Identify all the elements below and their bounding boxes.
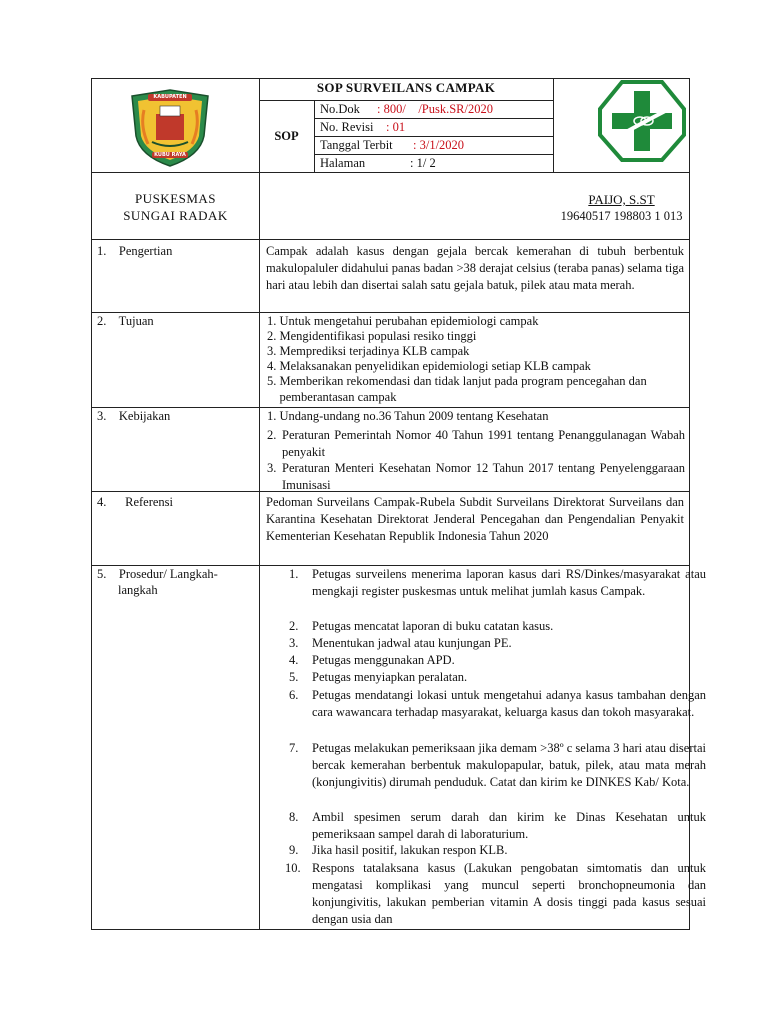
table-border-bottom [91,929,690,930]
section-label-kebijakan: 3. Kebijakan [97,409,171,423]
step-num-8: 8. [289,810,299,824]
section-label-tujuan: 2. Tujuan [97,314,154,328]
step-num-4: 4. [289,653,299,667]
tujuan-item-4: 4. Melaksanakan penyelidikan epidemiologi setiap KLB campak [267,359,591,373]
tujuan-item-5: 5. Memberikan rekomendasi dan tidak lanjut pada program pencegahan dan [267,374,647,388]
step-num-6: 6. [289,688,299,702]
date-label: Tanggal Terbit [320,138,393,152]
section-label-prosedur-cont: langkah [118,583,158,597]
signer-nip: 19640517 198803 1 013 [560,209,683,223]
step-num-3: 3. [289,636,299,650]
step-num-9: 9. [289,843,299,857]
header-divider-1 [259,78,260,566]
tujuan-item-1: 1. Untuk mengetahui perubahan epidemiologi campak [267,314,539,328]
section-label-referensi: 4. Referensi [97,495,174,509]
kebijakan-item-2: Peraturan Pemerintah Nomor 40 Tahun 1991 tentang Penanggulanagan Wabah penyakit [282,428,685,459]
row-sep-1 [91,312,690,313]
header-title-underline [259,100,553,101]
step-num-7: 7. [289,741,299,755]
page-value: : 1/ 2 [410,156,436,170]
table-border-right [689,78,690,930]
referensi-text: Pedoman Surveilans Campak-Rubela Subdit Surveilans Direktorat Surveilans dan Karantina Kesehatan Direktorat Jenderal Pencegahan dan Pengendalian Penyakit Kementerian Kesehatan Republik Indonesia Tahun 2020 [266,495,684,543]
sop-title: SOP SURVEILANS CAMPAK [316,80,496,95]
kebijakan-item-3: Peraturan Menteri Kesehatan Nomor 12 Tahun 2017 tentang Penyelenggaraan Imunisasi [282,461,685,492]
puskesmas-logo [597,79,687,163]
header-divider-2 [553,78,554,172]
step-text-9: Jika hasil positif, lakukan respon KLB. [312,843,508,857]
signer-name: PAIJO, S.ST [588,192,655,207]
step-text-3: Menentukan jadwal atau kunjungan PE. [312,636,512,650]
logo-bottom-text: KUBU RAYA [154,152,186,158]
step-text-6: Petugas mendatangi lokasi untuk mengetahui adanya kasus tambahan dengan cara wawancara terhadap masyarakat, keluarga kasus dan tokoh masyarakat. [312,688,706,719]
step-text-2: Petugas mencatat laporan di buku catatan kasus. [312,619,554,633]
step-num-2: 2. [289,619,299,633]
revision-label: No. Revisi [320,120,374,134]
sop-label: SOP [274,129,299,143]
page-label: Halaman [320,156,366,170]
step-text-1: Petugas surveilens menerima laporan kasus dari RS/Dinkes/masyarakat atau mengkaji register puskesmas untuk melihat jumlah kasus Campak. [312,567,706,598]
logo-top-text: KABUPATEN [153,94,187,100]
step-num-1: 1. [289,567,299,581]
header-row-2 [314,136,553,137]
kebijakan-num-2: 2. [267,428,277,442]
tujuan-item-2: 2. Mengidentifikasi populasi resiko tinggi [267,329,477,343]
org-row-bottom [91,239,690,240]
kabupaten-logo [122,86,218,168]
kebijakan-item-1: 1. Undang-undang no.36 Tahun 2009 tentang Kesehatan [267,409,549,423]
doc-no-value: : 800/ /Pusk.SR/2020 [377,102,493,116]
revision-value: : 01 [386,120,406,134]
header-bottom [91,172,690,173]
date-value: : 3/1/2020 [413,138,465,152]
tujuan-item-3: 3. Memprediksi terjadinya KLB campak [267,344,470,358]
step-num-5: 5. [289,670,299,684]
row-sep-2 [91,407,690,408]
tujuan-item-5-cont: pemberantasan campak [267,390,397,404]
step-text-5: Petugas menyiapkan peralatan. [312,670,468,684]
header-row-3 [314,154,553,155]
step-text-8: Ambil spesimen serum darah dan kirim ke Dinas Kesehatan untuk pemeriksaan sampel darah di laboraturium. [312,810,706,841]
org-name-line1: PUSKESMAS [134,191,217,206]
step-text-10: Respons tatalaksana kasus (Lakukan pengobatan simtomatis dan untuk mengatasi komplikasi yang muncul seperti bronchopneumonia dan konjungivitis, lakukan pemberian vitamin A dosis tinggi pada kasus sesuai dengan usia dan [312,861,706,926]
step-text-4: Petugas menggunakan APD. [312,653,455,667]
prosedur-divider [259,565,260,930]
section-label-prosedur: 5. Prosedur/ Langkah- [97,567,218,581]
section-label-pengertian: 1. Pengertian [97,244,173,258]
pengertian-text: Campak adalah kasus dengan gejala bercak kemerahan di tubuh berbentuk makulopaluler didahului panas badan >38 derajat celsius (teraba panas) selama tiga hari atau lebih dan disertai salah satu gejala batuk, pilek atau mata merah. [266,244,684,292]
step-num-10: 10. [285,861,301,875]
kebijakan-num-3: 3. [267,461,277,475]
doc-no-label: No.Dok [320,102,360,116]
org-name-line2: SUNGAI RADAK [123,208,228,223]
step-text-7: Petugas melakukan pemeriksaan jika demam >38º c selama 3 hari atau disertai bercak kemerahan berbentuk makulopapular, batuk, pilek, atau mata merah (konjungivitis) dirumah penduduk. Catat dan kirim ke DINKES Kab/ Kota. [312,741,706,789]
header-row-1 [314,118,553,119]
